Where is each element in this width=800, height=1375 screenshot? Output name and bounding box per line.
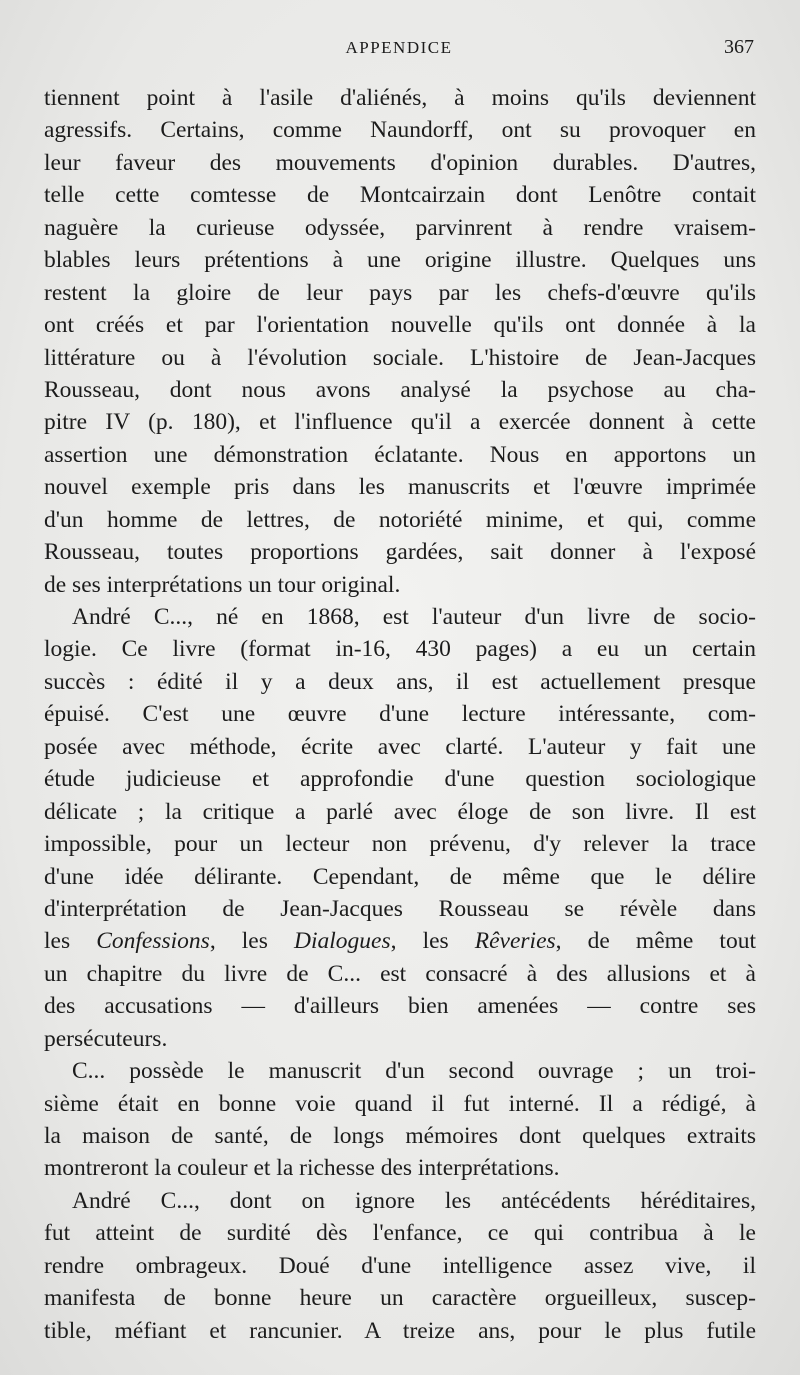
text-line: littérature ou à l'évolution sociale. L'histoire de Jean-Jacques bbox=[44, 344, 756, 371]
text-segment: , de même tout bbox=[555, 928, 756, 955]
text-line: d'un homme de lettres, de notoriété minime, et qui, comme bbox=[44, 506, 756, 533]
text-line: André C..., né en 1868, est l'auteur d'un livre de socio- bbox=[72, 604, 756, 630]
italic-title: Rêveries bbox=[474, 928, 556, 955]
text-segment: , les bbox=[390, 928, 475, 955]
text-line: fut atteint de surdité dès l'enfance, ce qui contribua à le bbox=[44, 1220, 756, 1247]
italic-title: Dialogues bbox=[293, 928, 391, 955]
body-text bbox=[44, 82, 756, 1347]
running-title: APPENDICE bbox=[345, 38, 453, 57]
text-line: nouvel exemple pris dans les manuscrits et l'œuvre imprimée bbox=[44, 474, 756, 501]
running-head bbox=[44, 34, 754, 64]
text-line: ont créés et par l'orientation nouvelle qu'ils ont donnée à la bbox=[44, 312, 756, 339]
text-line: des accusations — d'ailleurs bien amenées — contre ses bbox=[44, 993, 756, 1020]
text-line: un chapitre du livre de C... est consacré à des allusions et à bbox=[44, 960, 756, 987]
text-line: André C..., dont on ignore les antécédents héréditaires, bbox=[72, 1187, 756, 1214]
text-line: sième était en bonne voie quand il fut interné. Il a rédigé, à bbox=[44, 1090, 756, 1117]
text-line: impossible, pour un lecteur non prévenu, d'y relever la trace bbox=[44, 831, 756, 858]
text-line: assertion une démonstration éclatante. Nous en apportons un bbox=[44, 441, 756, 468]
text-line: Rousseau, toutes proportions gardées, sait donner à l'exposé bbox=[44, 539, 756, 566]
text-line: tiennent point à l'asile d'aliénés, à moins qu'ils deviennent bbox=[44, 85, 756, 111]
text-line: la maison de santé, de longs mémoires dont quelques extraits bbox=[44, 1123, 756, 1149]
text-line: leur faveur des mouvements d'opinion durables. D'autres, bbox=[44, 149, 756, 176]
text-line: logie. Ce livre (format in-16, 430 pages) a eu un certain bbox=[44, 636, 756, 663]
text-line: Rousseau, dont nous avons analysé la psychose au cha- bbox=[44, 376, 756, 403]
text-line: agressifs. Certains, comme Naundorff, ont su provoquer en bbox=[44, 117, 756, 144]
text-line: naguère la curieuse odyssée, parvinrent à rendre vraisem- bbox=[44, 214, 756, 241]
text-line: manifesta de bonne heure un caractère orgueilleux, suscep- bbox=[44, 1285, 756, 1312]
text-segment: , les bbox=[209, 928, 294, 955]
text-line: tible, méfiant et rancunier. A treize ans, pour le plus futile bbox=[44, 1317, 756, 1344]
text-line bbox=[44, 925, 756, 957]
text-line: succès : édité il y a deux ans, il est actuellement presque bbox=[44, 668, 756, 695]
italic-title: Confessions bbox=[96, 928, 210, 955]
text-line: épuisé. C'est une œuvre d'une lecture intéressante, com- bbox=[44, 701, 756, 728]
text-line: rendre ombrageux. Doué d'une intelligence assez vive, il bbox=[44, 1252, 756, 1279]
text-line: de ses interprétations un tour original. bbox=[44, 571, 401, 598]
text-line: étude judicieuse et approfondie d'une question sociologique bbox=[44, 766, 756, 793]
text-line: montreront la couleur et la richesse des interprétations. bbox=[44, 1155, 560, 1182]
page-number: 367 bbox=[724, 36, 754, 58]
text-line: blables leurs prétentions à une origine illustre. Quelques uns bbox=[44, 247, 756, 274]
text-line: délicate ; la critique a parlé avec éloge de son livre. Il est bbox=[44, 798, 756, 825]
text-line: telle cette comtesse de Montcairzain dont Lenôtre contait bbox=[44, 182, 756, 209]
text-line: C... possède le manuscrit d'un second ouvrage ; un troi- bbox=[72, 1058, 756, 1085]
text-line: pitre IV (p. 180), et l'influence qu'il a exercée donnent à cette bbox=[44, 409, 756, 436]
text-line: posée avec méthode, écrite avec clarté. L'auteur y fait une bbox=[44, 733, 756, 760]
text-segment: les bbox=[44, 928, 97, 955]
text-line: d'une idée délirante. Cependant, de même que le délire bbox=[44, 863, 756, 890]
text-line: d'interprétation de Jean-Jacques Rousseau se révèle dans bbox=[44, 895, 756, 922]
text-line: restent la gloire de leur pays par les chefs-d'œuvre qu'ils bbox=[44, 279, 756, 306]
text-line: persécuteurs. bbox=[44, 1025, 168, 1052]
